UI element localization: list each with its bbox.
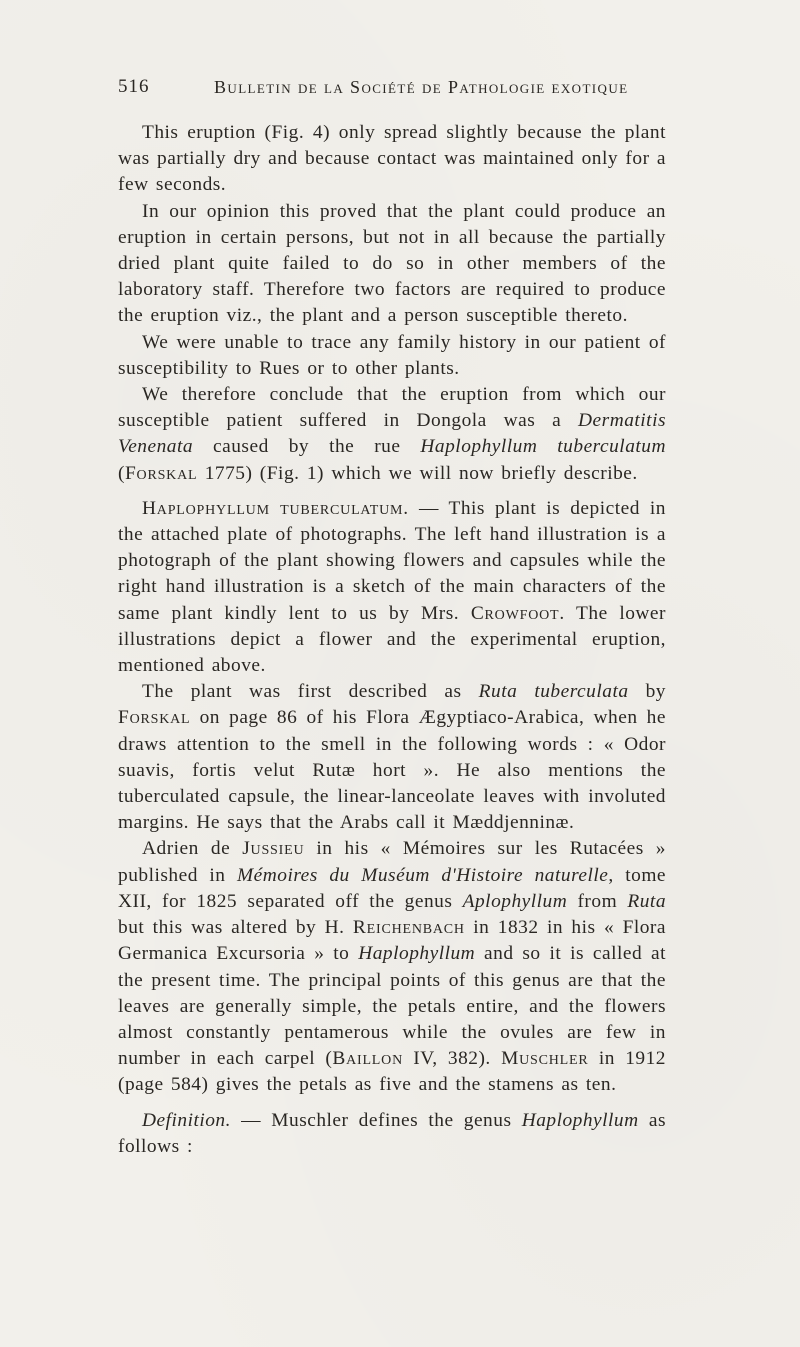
author-name: Crowfoot [470,602,560,624]
taxon-name: Ruta [627,890,667,912]
page-number: 516 [118,76,150,97]
taxon-name: Haplophyllum [358,943,476,965]
taxon-name: Dermatitis Venenata [118,410,666,458]
paragraph: We were unable to trace any family history in our patient of susceptibility to Rues or to other plants. [118,331,666,379]
taxon-name: Ruta tuberculata [478,681,629,703]
paragraph: This eruption (Fig. 4) only spread slightly because the plant was partially dry and because contact was maintained only for a few seconds. [118,122,666,196]
author-name: Baillon [332,1048,403,1070]
definition-heading: Definition. [142,1109,231,1131]
article-body [118,120,666,1160]
section-heading: Haplophyllum tuberculatum. [142,497,409,519]
taxon-name: Aplophyllum [462,890,568,912]
author-name: Jussieu [242,838,305,860]
paragraph: The plant was first described as Ruta tuberculata by Forskal on page 86 of his Flora Ægyptiaco-Arabica, when he draws attention to the smell in the following words : « Odor suavis, fortis velut Rutæ hort ». He also mentions the tuberculated capsule, the linear-lanceolate leaves with involuted margins. He says that the Arabs call it Mæddjenninæ. [118,681,666,834]
paragraph: Definition. — Muschler defines the genus Haplophyllum as follows : [118,1109,666,1157]
running-title: Bulletin de la Société de Pathologie exotique [214,77,629,97]
taxon-name: Haplophyllum tuberculatum [420,436,666,458]
paragraph: Adrien de Jussieu in his « Mémoires sur les Rutacées » published in Mémoires du Muséum d'Histoire naturelle, tome XII, for 1825 separated off the genus Aplophyllum from Ruta but this was altered by H. Reichenbach in 1832 in his « Flora Germanica Excursoria » to Haplophyllum and so it is called at the present time. The principal points of this genus are that the leaves are generally simple, the petals entire, and the flowers almost constantly pentamerous while the ovules are few in number in each carpel (Baillon IV, 382). Muschler in 1912 (page 584) gives the petals as five and the stamens as ten. [118,838,667,1096]
paragraph: We therefore conclude that the eruption from which our susceptible patient suffered in Dongola was a Dermatitis Venenata caused by the rue Haplophyllum tuberculatum (Forskal 1775) (Fig. 1) which we will now briefly describe. [118,384,666,484]
page-header [118,76,678,106]
taxon-name: Haplophyllum [521,1109,639,1131]
section-paragraph: Haplophyllum tuberculatum. — This plant is depicted in the attached plate of photographs. The left hand illustration is a photograph of the plant showing flowers and capsules while the right hand illustration is a sketch of the main characters of the same plant kindly lent to us by Mrs. Crowfoot. The lower illustrations depict a flower and the experimental eruption, mentioned above. [118,497,666,677]
author-name: Muschler [501,1048,589,1070]
paragraph: In our opinion this proved that the plant could produce an eruption in certain persons, but not in all because the partially dried plant quite failed to do so in other members of the laboratory staff. Therefore two factors are required to produce the eruption viz., the plant and a person susceptible thereto. [118,200,666,327]
author-name: Forskal [118,707,191,729]
publication-title: Mémoires du Muséum d'Histoire naturelle [237,864,609,886]
author-name: Reichenbach [352,917,465,939]
author-name: Forskal [124,462,198,484]
